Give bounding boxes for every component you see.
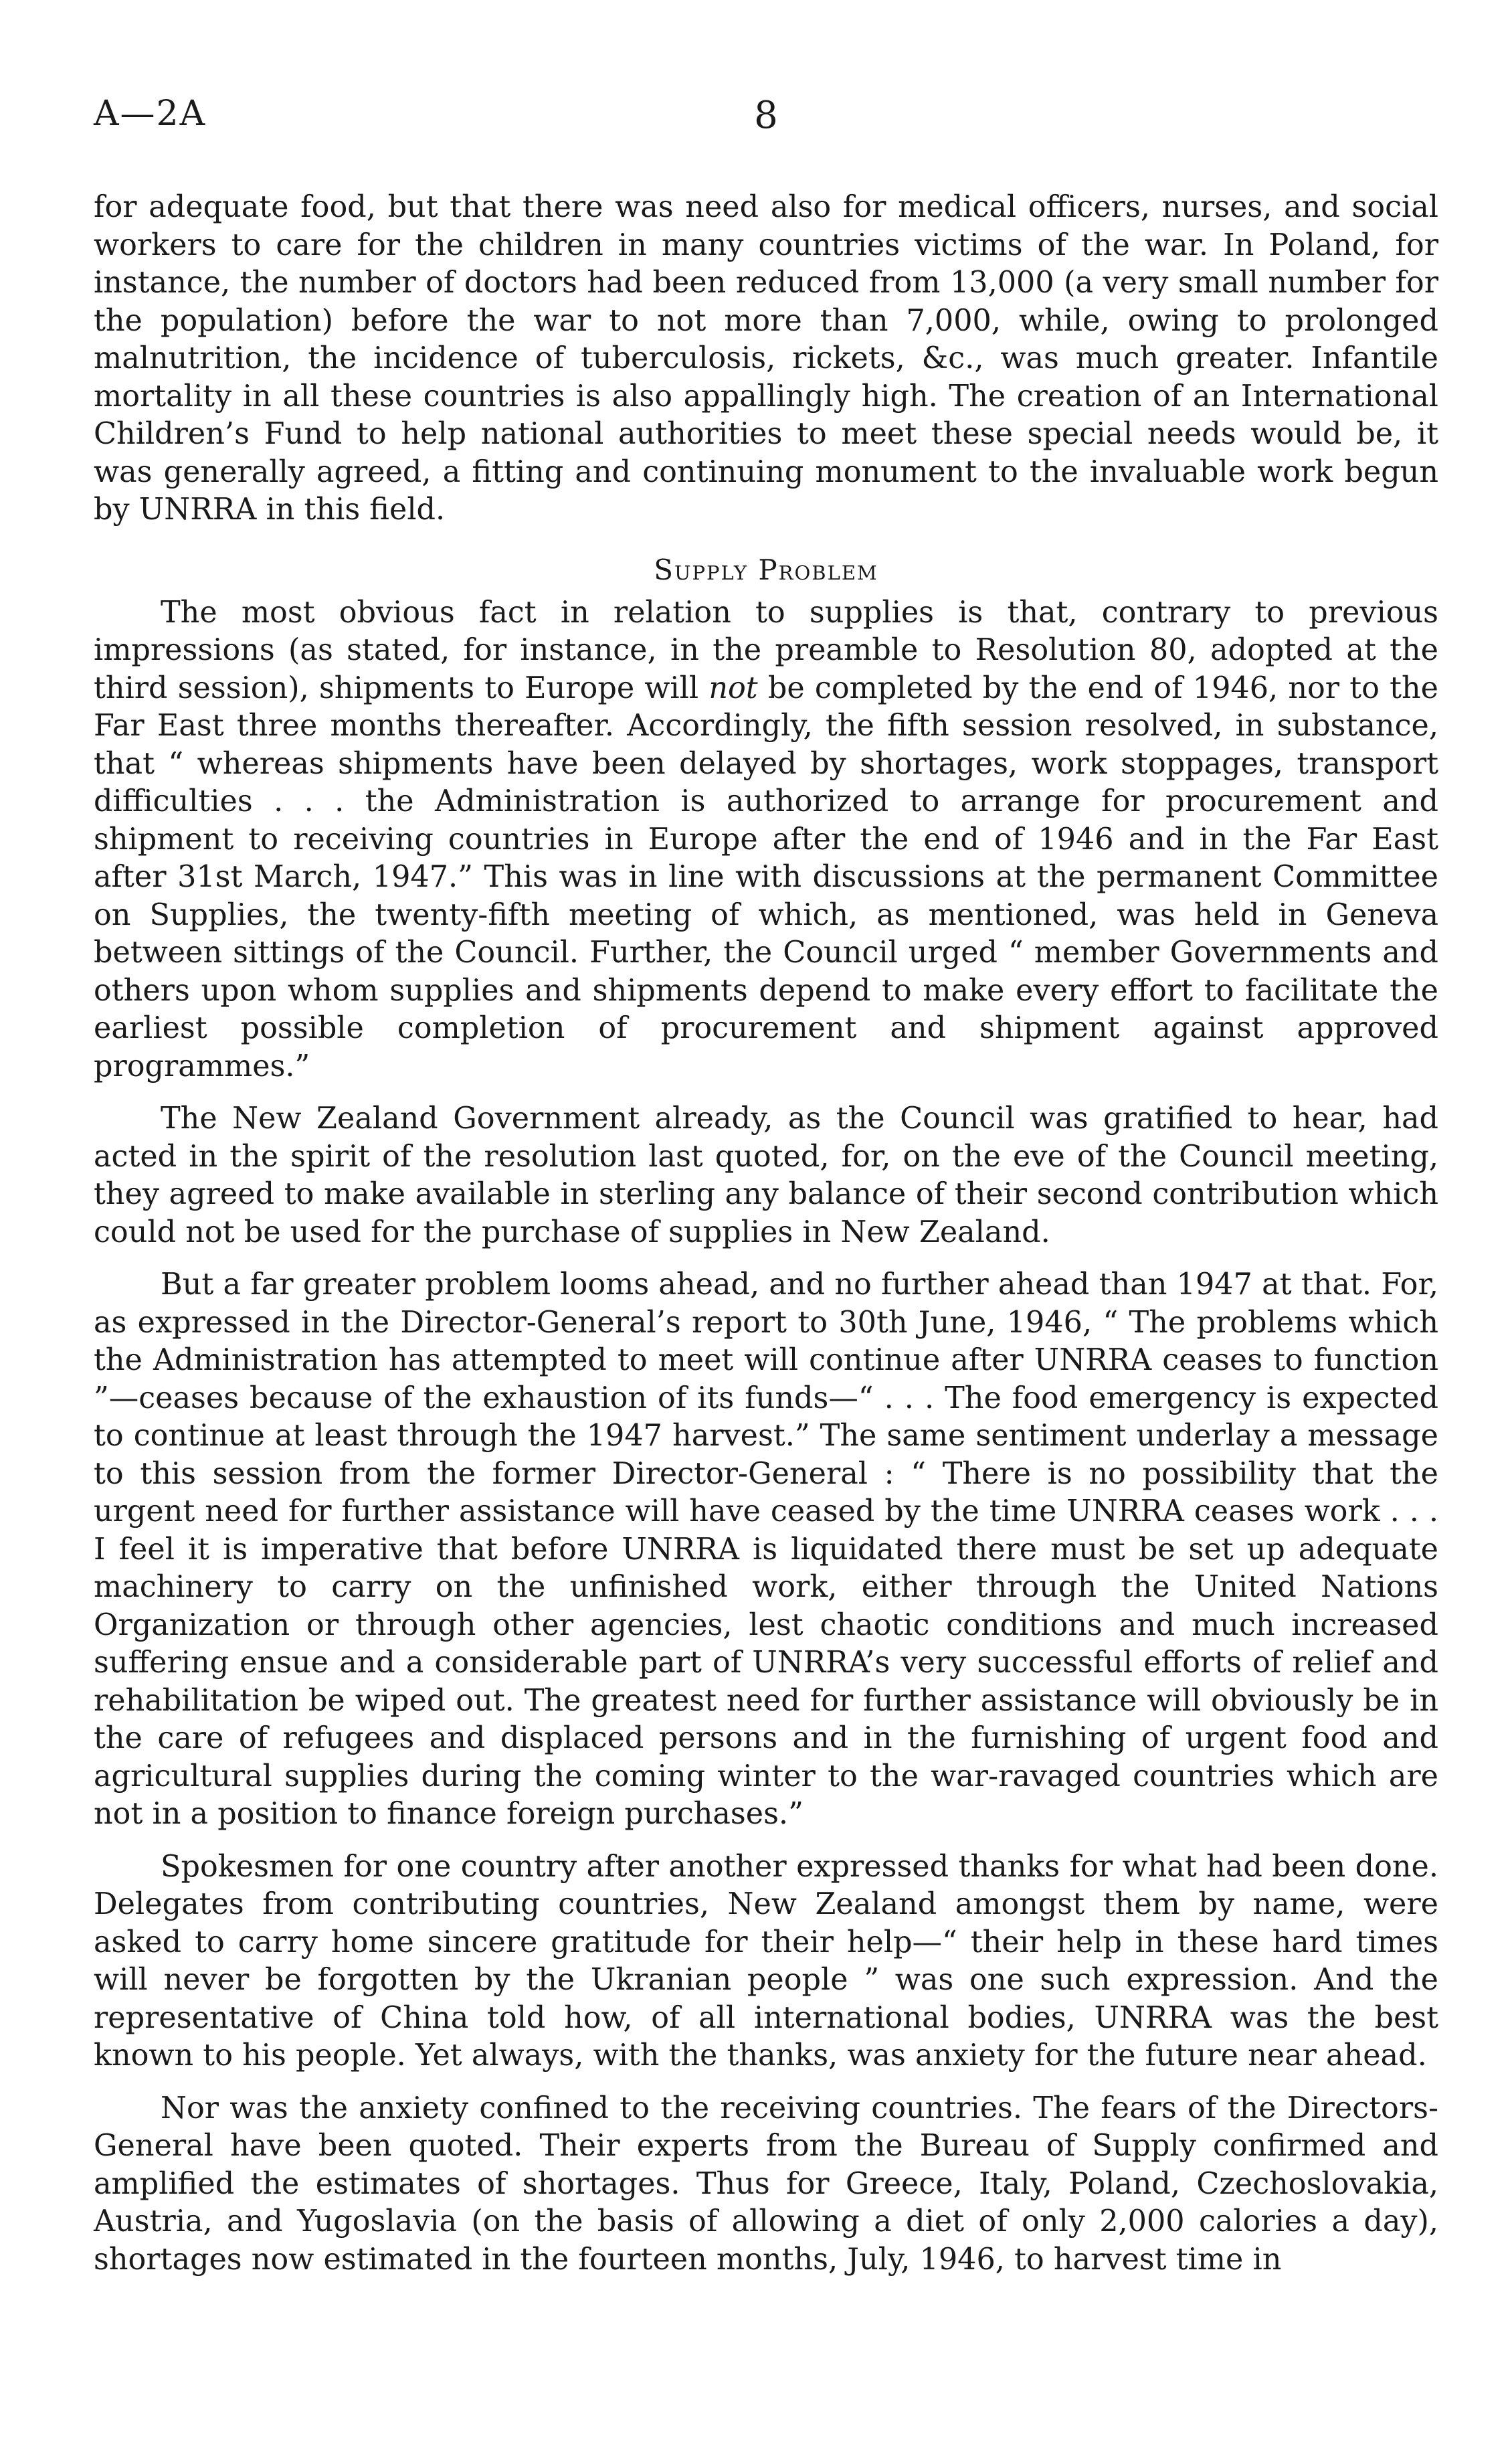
paragraph-supply-facts-part1: The most obvious fact in relation to supplies is that, contrary to previous impressions (as stated, for instance, in the preamble to Resolution 80, adopted at the third session), shipments to Europe will bbox=[94, 595, 1438, 705]
emphasis-not: not bbox=[708, 671, 758, 705]
page-number: 8 bbox=[754, 94, 778, 137]
page-body bbox=[94, 189, 1438, 2293]
paragraph-supply-facts-part2: be completed by the end of 1946, nor to the Far East three months thereafter. Accordingly, the fifth session resolved, in substance, that “ whereas shipments have been delayed by shortages, work stoppages, transport difficulties . . . the Administration is authorized to arrange for procurement and shipment to receiving countries in Europe after the end of 1946 and in the Far East after 31st March, 1947.” This was in line with discussions at the permanent Committee on Supplies, the twenty-fifth meeting of which, as mentioned, was held in Geneva between sittings of the Council. Further, the Council urged “ member Governments and others upon whom supplies and shipments depend to make every effort to facilitate the earliest possible completion of procurement and shipment against approved programmes.” bbox=[94, 671, 1438, 1083]
paragraph-anxiety: Nor was the anxiety confined to the receiving countries. The fears of the Directors-General have been quoted. Their experts from the Bureau of Supply confirmed and amplified the estimates of shortages. Thus for Greece, Italy, Poland, Czechoslovakia, Austria, and Yugoslavia (on the basis of allowing a diet of only 2,000 calories a day), shortages now estimated in the fourteen months, July, 1946, to harvest time in bbox=[94, 2091, 1438, 2277]
section-heading-supply-problem: Supply Problem bbox=[654, 553, 878, 586]
paragraph-spokesmen: Spokesmen for one country after another expressed thanks for what had been done. Delegates from contributing countries, New Zealand amongst them by name, were asked to carry home sincere gratitude for their help—“ their help in these hard times will never be forgotten by the Ukranian people ” was one such expression. And the representative of China told how, of all international bodies, UNRRA was the best known to his people. Yet always, with the thanks, was anxiety for the future near ahead. bbox=[94, 1849, 1438, 2073]
paragraph-childrens-fund: for adequate food, but that there was need also for medical officers, nurses, and social workers to care for the children in many countries victims of the war. In Poland, for instance, the number of doctors had been reduced from 13,000 (a very small number for the population) before the war to not more than 7,000, while, owing to prolonged malnutrition, the incidence of tuberculosis, rickets, &c., was much greater. Infantile mortality in all these countries is also appallingly high. The creation of an International Children’s Fund to help national authorities to meet these special needs would be, it was generally agreed, a fitting and continuing monument to the invaluable work begun by UNRRA in this field. bbox=[94, 190, 1438, 527]
paragraph-supply-facts bbox=[94, 594, 1438, 1086]
page-reference: A—2A bbox=[94, 94, 207, 134]
paragraph-greater-problem: But a far greater problem looms ahead, and no further ahead than 1947 at that. For, as expressed in the Director-General’s report to 30th June, 1946, “ The problems which the Administration has attempted to meet will continue after UNRRA ceases to function ”—ceases because of the exhaustion of its funds—“ . . . The food emergency is expected to continue at least through the 1947 harvest.” The same sentiment underlay a message to this session from the former Director-General : “ There is no possibility that the urgent need for further assistance will have ceased by the time UNRRA ceases work . . . I feel it is imperative that before UNRRA is liquidated there must be set up adequate machinery to carry on the unfinished work, either through the United Nations Organization or through other agencies, lest chaotic conditions and much increased suffering ensue and a considerable part of UNRRA’s very successful efforts of relief and rehabilitation be wiped out. The greatest need for further assistance will obviously be in the care of refugees and displaced persons and in the furnishing of urgent food and agricultural supplies during the coming winter to the war-ravaged countries which are not in a position to finance foreign purchases.” bbox=[94, 1267, 1438, 1831]
page-header bbox=[94, 94, 1438, 147]
paragraph-new-zealand: The New Zealand Government already, as the Council was gratified to hear, had acted in the spirit of the resolution last quoted, for, on the eve of the Council meeting, they agreed to make available in sterling any balance of their second contribution which could not be used for the purchase of supplies in New Zealand. bbox=[94, 1102, 1438, 1249]
